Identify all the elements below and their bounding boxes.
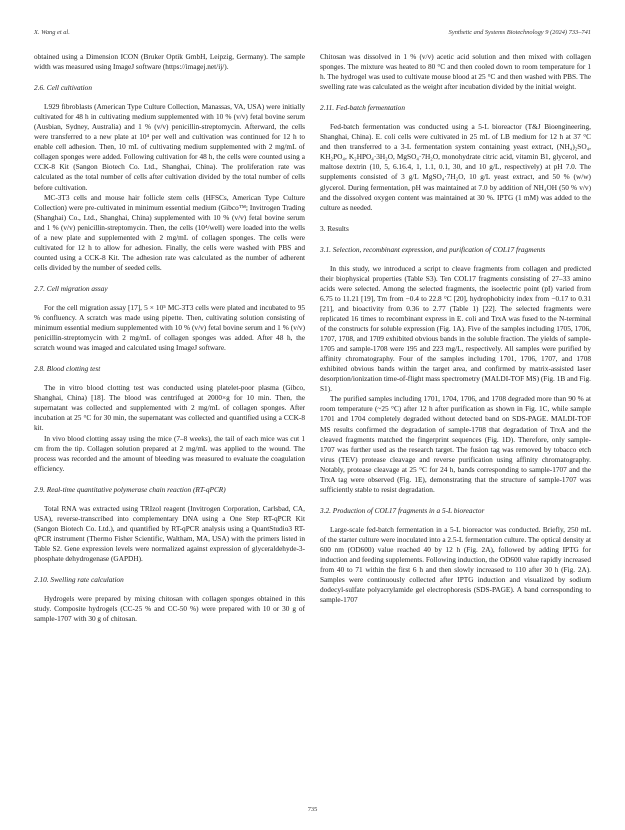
body-paragraph: obtained using a Dimension ICON (Bruker Optik GmbH, Leipzig, Germany). The sample width was measured using ImageJ software (https://imagej.net/ij/). [34,52,305,72]
body-paragraph: L929 fibroblasts (American Type Culture Collection, Manassas, VA, USA) were initially cultivated for 48 h in cultivating medium supplemented with 10 % (v/v) fetal bovine serum (Ausbian, Sydney, Australia) and 1 % (v/v) penicillin-streptomycin. Afterward, the cells were transferred to a new plate at 10⁴ per well and cultivation was continued for 12 h to enable cell adhesion. Then, 10 mL of cultivating medium supplemented with 2 mg/mL of collagen sponges were added. Following cultivation for 48 h, the cells were counted using a CCK-8 Kit (Sangon Biotech Co. Ltd., Shanghai, China). The proliferation rate was calculated as the total number of cells after cultivation divided by the total number of cells before cultivation. [34,102,305,192]
body-paragraph: Total RNA was extracted using TRIzol reagent (Invitrogen Corporation, Carlsbad, CA, USA), reverse-transcribed into complementary DNA using a One Step RT-qPCR Kit (Sangon Biotech Co. Ltd.), and quantified by RT-qPCR analysis using a QuantStudio3 RT-qPCR instrument (Thermo Fisher Scientific, Waltham, MA, USA) with the primers listed in Table S2. Gene expression levels were normalized against expression of glyceraldehyde-3-phosphate dehydrogenase (GAPDH). [34,503,305,563]
section-heading: 2.9. Real-time quantitative polymerase chain reaction (RT-qPCR) [34,484,226,494]
body-paragraph: In this study, we introduced a script to cleave fragments from collagen and predicted their biophysical properties (Table S3). Ten COL17 fragments consisting of 27–33 amino acids were selected. Among the selected fragments, the isoelectric point (pI) varied from 6.75 to 11.21 [19], Tm from −0.4 to 22.8 °C [20], hydrophobicity index from −0.17 to 0.31 [21], and bioactivity from 0.36 to 2.77 (Table 1) [22]. The selected fragments were replicated 16 times to recombinant express in E. coli and TrxA was fused to the N-terminal of the constructs for soluble expression (Fig. 1A). Five of the samples including 1705, 1706, 1707, 1708, and 1709 exhibited obvious bands in the soluble fraction. The yields of sample-1705 and sample-1708 were 195 and 223 mg/L, respectively. All samples were purified by affinity chromatography. Four of the samples including 1701, 1706, 1707, and 1708 exhibited obvious bands within the target area, and confirmed by matrix-assisted laser desorption/ionization time-of-flight mass spectrometry (MALDI-TOF MS) (Fig. 1B and Fig. S1). [320,263,591,394]
header-journal: Synthetic and Systems Biotechnology 9 (2024) 733–741 [448,29,591,36]
section-heading: 2.10. Swelling rate calculation [34,575,124,585]
body-paragraph: For the cell migration assay [17], 5 × 10⁵ MC-3T3 cells were plated and incubated to 95 % confluency. A scratch was made using pipette. Then, cultivating solution consisting of minimum essential medium supplemented with 10 % (v/v) fetal bovine serum and 1 % (v/v) penicillin-streptomycin with 2 mg/mL of collagen sponges was added. After 48 h, the scratch wound was imaged and calculated using ImageJ software. [34,302,305,353]
section-heading: 2.8. Blood clotting test [34,364,101,374]
header-authors: X. Wang et al. [34,29,70,36]
body-paragraph: The in vitro blood clotting test was conducted using platelet-poor plasma (Gibco, Shanghai, China) [18]. The blood was centrifuged at 2000×g for 10 min. Then, the supernatant was collected and supplemented with 2 mg/mL of collagen sponges. After incubation at 25 °C for 30 min, the supernatant was collected and quantified using a CCK-8 kit. [34,383,305,433]
results-heading: 3. Results [320,223,349,233]
body-paragraph: Hydrogels were prepared by mixing chitosan with collagen sponges obtained in this study. Composite hydrogels (CC-25 % and CC-50 %) were prepared with 10 or 30 g of sample-1707 with 30 g of chitosan. [34,594,305,624]
page-number: 735 [307,806,318,813]
section-heading: 2.7. Cell migration assay [34,283,108,293]
section-heading: 3.1. Selection, recombinant expression, and purification of COL17 fragments [320,244,546,254]
left-column [34,52,305,797]
section-heading: 3.2. Production of COL17 fragments in a 5-L bioreactor [320,505,485,515]
body-paragraph: Chitosan was dissolved in 1 % (v/v) acetic acid solution and then mixed with collagen sponges. The mixture was heated to 80 °C and then cooled down to room temperature for 1 h. The hydrogel was used to cultivate mouse blood at 25 °C and then washed with PBS. The swelling rate was calculated as the weight after incubation divided by the initial weight. [320,52,591,92]
section-heading: 2.6. Cell cultivation [34,83,92,93]
body-paragraph: Fed-batch fermentation was conducted using a 5-L bioreactor (T&J Bioengineering, Shanghai, China). E. coli cells were cultivated in 25 mL of LB medium for 12 h at 37 °C and then transferred to a 3-L fermentation system containing yeast extract, (NH₄)₂SO₄, KH₂PO₄, K₂HPO₄·3H₂O, MgSO₄·7H₂O, monohydrate citric acid, vitamin B1, glycerol, and maltose dextrin (10, 5, 6.16.4, 1, 1.1, 0.1, 30, and 10 g/L, respectively) at pH 7.0. The supplements consisted of 3 g/L MgSO₄·7H₂O, 10 g/L yeast extract, and 50 % (w/w) glycerol. During fermentation, pH was maintained at 7.0 by addition of NH₄OH (50 % v/v) and the dissolved oxygen content was maintained at 30 %. IPTG (1 mM) was added to the culture as needed. [320,122,591,212]
right-column [320,52,591,797]
body-paragraph: The purified samples including 1701, 1704, 1706, and 1708 degraded more than 90 % at room temperature (~25 °C) after 12 h after purification as shown in Fig. 1C, while sample 1701 and 1704 completely degraded without detected band on SDS-PAGE. MALDI-TOF MS results confirmed the degradation of sample-1708 that degradation of TrxA and the cleaved fragments matched the fingerprint sequences (Fig. 1D). Therefore, only sample-1707 was further used as the research target. The fusion tag was removed by tobacco etch virus (TEV) protease cleavage and reverse purification using affinity chromatography. Notably, protease cleavage at 25 °C for 24 h, bands corresponding to sample-1707 and the TrxA tag were observed (Fig. 1E), demonstrating that the structure of sample-1707 was sufficiently stable to resist degradation. [320,394,591,494]
body-paragraph: In vivo blood clotting assay using the mice (7–8 weeks), the tail of each mice was cut 1 cm from the tip. Collagen solution prepared at 2 mg/mL was applied to the wound. The process was recorded and the amount of bleeding was measured to evaluate the coagulation efficiency. [34,433,305,473]
section-heading: 2.11. Fed-batch fermentation [320,103,405,113]
running-header [34,29,591,41]
body-paragraph: Large-scale fed-batch fermentation in a 5-L bioreactor was conducted. Briefly, 250 mL of the starter culture were inoculated into a 2.5-L fermentation culture. The optical density at 600 nm (OD600) value reached 40 by 12 h (Fig. 2A), followed by adding IPTG for induction and feeding supplements. Following induction, the OD600 value rapidly increased from 40 to 71 within the first 6 h and then slowly increased to 110 after 30 h (Fig. 2A). Samples were continuously collected after IPTG induction and visualized by sodium dodecyl-sulfate polyacrylamide gel electrophoresis (SDS-PAGE). A band corresponding to sample-1707 [320,524,591,605]
body-paragraph: MC-3T3 cells and mouse hair follicle stem cells (HFSCs, American Type Culture Collection) were pre-cultivated in minimum essential medium (Gibco™; Invitrogen Trading (Shanghai) Co., Ltd., Shanghai, China) supplemented with 10 % (v/v) fetal bovine serum and 1 % (v/v) penicillin-streptomycin. Then, the cells (10⁴/well) were loaded into the wells of a new plate and supplemented with 2 mg/mL of collagen sponges. The cells were cultivated for 12 h to allow for adhesion. Finally, the cells were washed with PBS and counted using a CCK-8 Kit. The adhesion rate was calculated as the number of adherent cells divided by the number of seeded cells. [34,192,305,272]
